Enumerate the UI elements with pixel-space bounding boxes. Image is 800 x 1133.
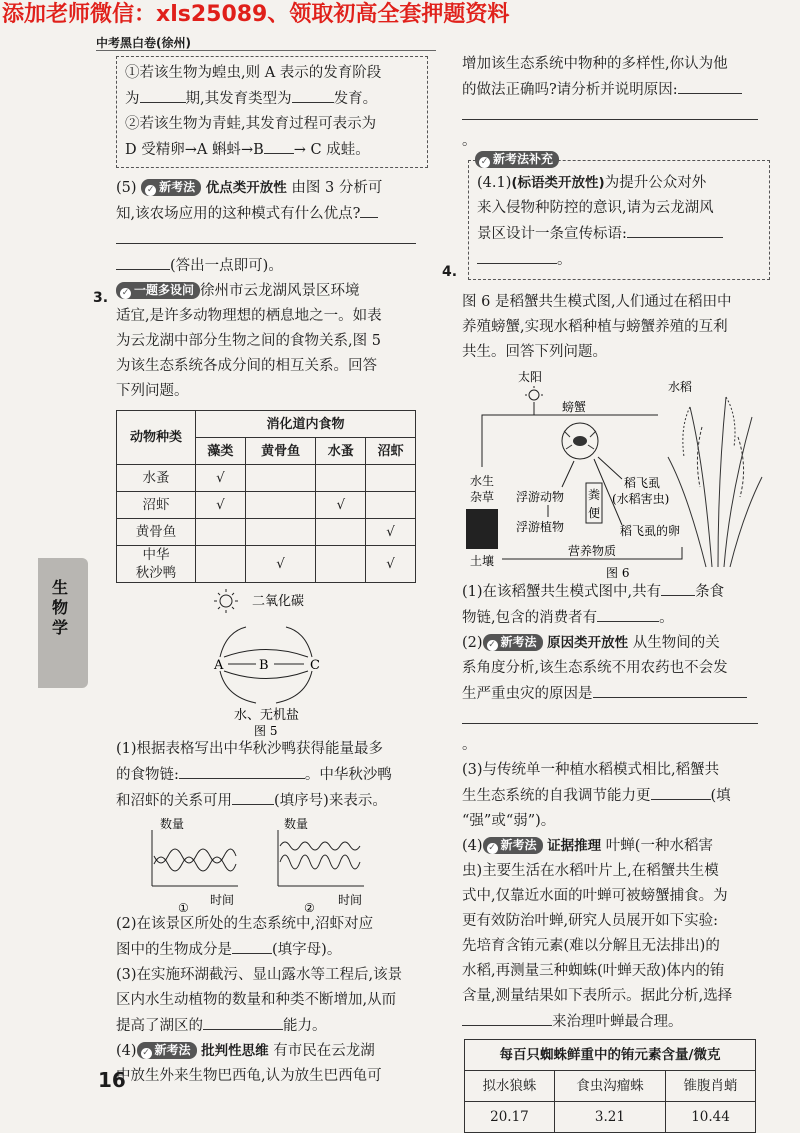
q5-line-3 [116,227,438,253]
arrow-line [482,403,534,467]
soil-label: 土壤 [470,554,495,568]
table-row [117,465,416,492]
arrow-line [562,461,574,487]
table-cell [316,519,366,546]
answer-blank[interactable] [678,77,742,94]
page-header: 中考黑白卷(徐州) [96,36,191,50]
table-cell: 水蚤 [117,465,196,492]
table-header-animal: 动物种类 [117,411,196,465]
a4-line-4: 更有效防治叶蝉,研究人员展开如下实验: [462,913,718,929]
table-cell [366,465,416,492]
badge-icon: ✓ [488,640,496,650]
answer-blank[interactable] [116,253,170,270]
table-cell [245,465,316,492]
sun-icon [525,386,543,404]
q5-line-1: (5) ✓ 新考法 优点类开放性 由图 3 分析可 [116,180,383,196]
q3-line-3: 为云龙湖中部分生物之间的食物关系,图 5 [116,333,381,349]
water-label: 水、无机盐 [234,708,300,723]
table-cell: 拟水狼蛛 [465,1071,555,1102]
planthopper-eggs-label: 稻飞虱的卵 [620,524,681,538]
node-a: A [214,658,224,673]
right-column [462,52,770,1133]
food-relation-table [116,410,416,583]
table-row [117,492,416,519]
planthopper-note: (水稻害虫) [612,492,670,506]
a2-line-4: 。 [462,707,770,758]
table-cell [245,519,316,546]
rice-label: 水稻 [668,380,693,394]
sup-line-2: 来入侵物种防控的意识,请为云龙湖风 [477,200,714,216]
answer-blank[interactable] [651,783,711,800]
new-method-tag: ✓ 新考法 [141,179,201,196]
arrow-line [286,627,312,657]
table-row [117,546,416,583]
answer-blank[interactable] [179,762,305,779]
a1-line-1: (1)在该稻蟹共生模式图中,共有 条食 [462,579,770,605]
table-title: 每百只蜘蛛鲜重中的铕元素含量/微克 [465,1040,756,1071]
answer-blank[interactable] [232,937,272,954]
q2-line-2: 图中的生物成分是 (填字母)。 [116,937,438,963]
badge-icon: ✓ [480,157,489,167]
table-cell [316,465,366,492]
zooplankton-label: 浮游动物 [516,490,565,504]
soil-block [466,509,498,549]
spider-europium-table [464,1039,756,1133]
sup-line-3: 景区设计一条宣传标语: [477,221,761,247]
a1-line-2: 物链,包含的消费者有 。 [462,605,770,631]
table-cell: 沼虾 [117,492,196,519]
a2-line-3: 生严重虫灾的原因是 [462,681,770,707]
q1-line-3: 和沼虾的关系可用 (填序号)来表示。 [116,788,438,814]
box-line-4: D 受精卵→A 蝌蚪→B → C 成蛙。 [125,137,419,163]
multi-question-tag: ✓ 一题多设问 [116,282,200,299]
arrow-line [276,671,312,703]
page-number: 16 [98,1068,126,1092]
a4-line-6: 水稻,再测量三种蜘蛛(叶蝉天敌)体内的铕 [462,963,725,979]
q5-line-4: (答出一点即可)。 [116,253,438,279]
a3-line-1: (3)与传统单一种植水稻模式相比,稻蟹共 [462,762,720,778]
answer-blank[interactable] [661,579,695,596]
q4-line-1: (4) ✓ 新考法 批判性思维 有市民在云龙湖 [116,1043,375,1059]
svg-text:时间: 时间 [338,893,363,907]
question-3-number: 3. [93,290,109,306]
table-col-header: 藻类 [196,438,246,465]
arrow-line [220,627,246,657]
table-cell: √ [196,465,246,492]
table-header-food: 消化道内食物 [196,411,416,438]
svg-text:数量: 数量 [160,817,185,831]
svg-text:②: ② [304,901,315,912]
arrow-line [224,650,308,658]
table-cell [366,492,416,519]
new-method-tag: ✓ 新考法 [137,1042,197,1059]
a3-line-2: 生生态系统的自我调节能力更 (填 [462,783,770,809]
table-cell [316,546,366,583]
subject-side-tab [38,558,88,688]
a4-line-7: 含量,测量结果如下表所示。据此分析,选择 [462,988,733,1004]
cont-line-3: 。 [462,103,770,154]
answer-blank[interactable] [462,103,758,120]
table-row [465,1071,756,1102]
answer-blank[interactable] [593,681,747,698]
graph-1 [152,816,238,912]
rice-plant-illustration [668,397,762,567]
answer-blank[interactable] [232,788,274,805]
table-row [465,1102,756,1133]
answer-blank[interactable] [462,707,758,724]
svg-text:数量: 数量 [284,817,309,831]
table-cell: √ [245,546,316,583]
svg-text:①: ① [178,901,189,912]
q5-line-2: 知,该农场应用的这种模式有什么优点? [116,201,438,227]
subject-label: 生物学 [51,578,68,637]
badge-icon: ✓ [488,843,496,853]
a2-line-1: (2) ✓ 新考法 原因类开放性 从生物间的关 [462,635,720,651]
node-c: C [310,658,320,673]
q3s-line-1: (3)在实施环湖截污、显山露水等工程后,该景 [116,967,403,983]
table-col-header: 水蚤 [316,438,366,465]
sun-icon [214,589,238,613]
feces-label-2: 便 [588,506,601,520]
check-icon: ✓ [121,288,130,298]
node-b: B [259,658,269,673]
crab-label: 螃蟹 [562,400,587,414]
fig6-caption: 图 6 [606,566,630,579]
table-cell: √ [366,519,416,546]
graph-2 [278,816,364,912]
table-row [117,519,416,546]
q2-line-1: (2)在该景区所处的生态系统中,沼虾对应 [116,916,374,932]
answer-blank[interactable] [597,605,659,622]
phytoplankton-label: 浮游植物 [516,520,565,534]
feces-label-1: 粪 [588,488,601,502]
figure-5-diagram [116,587,436,737]
weed-label-2: 杂草 [470,490,495,504]
answer-blank[interactable] [360,201,378,218]
q3-line-4: 为该生态系统各成分间的相互关系。回答 [116,358,377,374]
weed-label-1: 水生 [470,474,495,488]
planthopper-label: 稻飞虱 [624,476,661,490]
new-method-tag: ✓ 新考法 [483,634,543,651]
answer-blank[interactable] [264,137,294,154]
table-cell: 锥腹肖蛸 [666,1071,756,1102]
q3-line-5: 下列问题。 [116,383,189,399]
cont-line-2: 的做法正确吗?请分析并说明原因: [462,77,770,103]
q3s-line-3: 提高了湖区的 能力。 [116,1013,438,1039]
svg-text:时间: 时间 [210,893,235,907]
a3-line-3: “强”或“弱”)。 [462,813,556,829]
table-cell: 3.21 [554,1102,665,1133]
table-cell: √ [316,492,366,519]
new-method-tag: ✓ 新考法 [483,837,543,854]
question-4-number: 4. [442,264,458,280]
a4-line-3: 式中,仅靠近水面的叶蝉可被螃蟹捕食。为 [462,888,728,904]
table-cell: 食虫沟瘤蛛 [554,1071,665,1102]
answer-blank[interactable] [116,227,416,244]
a4-line-8: 来治理叶蝉最合理。 [462,1009,770,1035]
answer-blank[interactable] [627,221,723,238]
answer-blank[interactable] [292,86,334,103]
promo-banner: 添加老师微信：xls25089、领取初高全套押题资料 [2,2,510,27]
figure-6-diagram [462,367,770,579]
arrow-line [220,671,256,703]
table-cell: 20.17 [465,1102,555,1133]
box-line-2: 为 期,其发育类型为 发育。 [125,86,419,112]
left-column [98,56,438,1089]
q1-line-2: 的食物链: 。中华秋沙鸭 [116,762,438,788]
a4-line-2: 虫)主要生活在水稻叶片上,在稻蟹共生模 [462,863,719,879]
crab-icon [562,423,598,459]
q3-line-2: 适宜,是许多动物理想的栖息地之一。如表 [116,308,382,324]
answer-blank[interactable] [462,1009,552,1026]
a2-line-2: 系角度分析,该生态系统不用农药也不会发 [462,660,728,676]
table-cell [196,519,246,546]
q4-intro-3: 共生。回答下列问题。 [462,344,607,360]
sup-line-4: 。 [477,247,761,273]
supplement-tag: ✓ 新考法补充 [475,151,559,168]
badge-icon: ✓ [146,185,155,195]
box-line-3: ②若该生物为青蛙,其发育过程可表示为 [125,116,377,132]
q1-line-1: (1)根据表格写出中华秋沙鸭获得能量最多 [116,741,384,757]
q3s-line-2: 区内水生动植物的数量和种类不断增加,从而 [116,992,397,1008]
q4-intro-1: 图 6 是稻蟹共生模式图,人们通过在稻田中 [462,294,732,310]
dev-question-box [116,56,428,168]
badge-icon: ✓ [142,1048,150,1058]
fig5-caption: 图 5 [254,724,278,737]
cont-line-1: 增加该生态系统中物种的多样性,你认为他 [462,56,728,72]
table-cell: 黄骨鱼 [117,519,196,546]
q3-line-1: ✓ 一题多设问 徐州市云龙湖风景区环境 [116,279,438,304]
header-rule [96,50,436,51]
a4-line-1: (4) ✓ 新考法 证据推理 叶蝉(一种水稻害 [462,838,713,854]
answer-blank[interactable] [477,247,557,264]
population-graphs [138,816,438,912]
co2-label: 二氧化碳 [252,594,305,609]
box-line-1: ①若该生物为蝗虫,则 A 表示的发育阶段 [125,65,382,81]
table-cell: 中华 秋沙鸭 [117,546,196,583]
answer-blank[interactable] [140,86,186,103]
sun-label: 太阳 [518,370,543,384]
q4-line-2: 中放生外来生物巴西龟,认为放生巴西龟可 [116,1068,382,1084]
table-cell [196,546,246,583]
sup-line-1: (4.1)(标语类开放性)为提升公众对外 [477,175,707,191]
answer-blank[interactable] [203,1013,283,1030]
table-cell: √ [196,492,246,519]
q4-intro-2: 养殖螃蟹,实现水稻种植与螃蟹养殖的互利 [462,319,728,335]
table-cell: 10.44 [666,1102,756,1133]
supplement-box [468,152,770,280]
nutrients-label: 营养物质 [568,544,617,558]
table-col-header: 黄骨鱼 [245,438,316,465]
a4-line-5: 先培育含铕元素(难以分解且无法排出)的 [462,938,720,954]
table-cell: √ [366,546,416,583]
table-col-header: 沼虾 [366,438,416,465]
table-cell [245,492,316,519]
